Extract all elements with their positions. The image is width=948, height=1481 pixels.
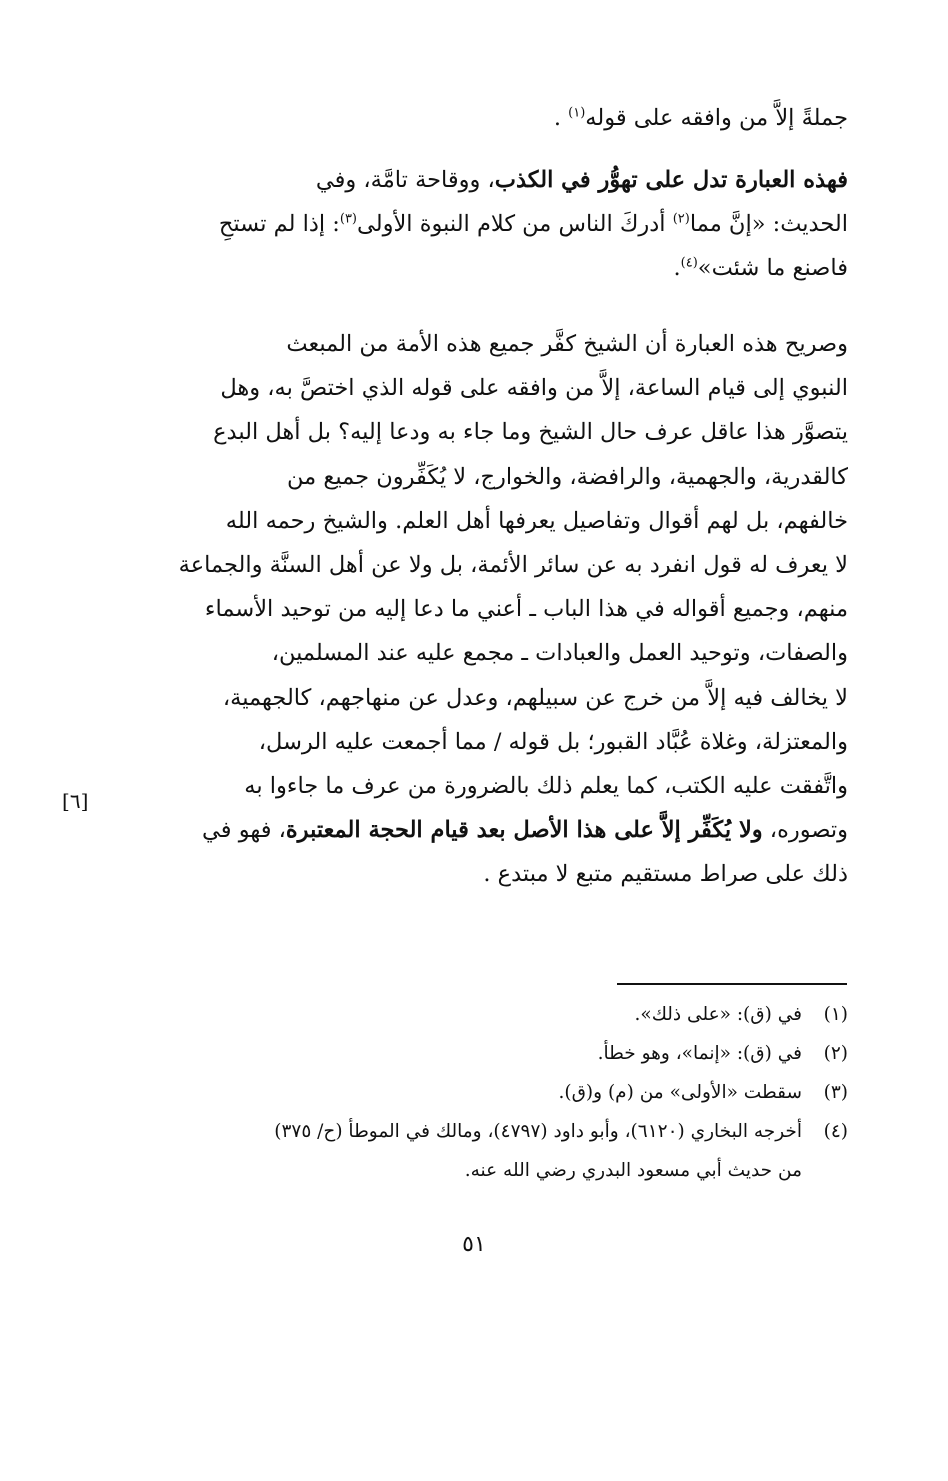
footnote-number: (٣): [823, 1082, 848, 1103]
text-segment: أدركَ الناس من كلام النبوة الأولى: [357, 211, 673, 238]
text-line: وصريح هذه العبارة أن الشيخ كفَّر جميع هذه الأمة من المبعث: [286, 331, 848, 357]
text-line: منهم، وجميع أقواله في هذا الباب ـ أعني ما دعا إليه من توحيد الأسماء: [204, 596, 848, 623]
text-segment: ، فهو في: [202, 817, 286, 844]
text-segment: جملةً إلاَّ من وافقه على قوله: [585, 105, 848, 131]
text-line: [118, 808, 848, 852]
footnote-number: (٢): [823, 1043, 848, 1064]
text-segment: الحديث: «إنَّ مما: [689, 211, 848, 238]
footnote-item: [118, 1112, 848, 1190]
footnote-divider: [617, 983, 847, 985]
footnote-text: [118, 1034, 802, 1073]
text-line: [118, 246, 848, 290]
text-line: واتَّفقت عليه الكتب، كما يعلم ذلك بالضرورة من عرف ما جاءوا به: [244, 773, 848, 800]
text-line: [118, 158, 848, 202]
text-line: والصفات، وتوحيد العمل والعبادات ـ مجمع عليه عند المسلمين،: [271, 640, 848, 667]
footnote-text: [118, 1112, 802, 1190]
text-line: [118, 202, 848, 246]
footnote-line: سقطت «الأولى» من (م) و(ق).: [558, 1082, 802, 1103]
footnotes: [118, 995, 848, 1190]
footnote-text: [118, 1073, 802, 1112]
footnote-number: (١): [823, 1004, 848, 1025]
paragraph-2: [118, 158, 848, 291]
text-line: خالفهم، بل لهم أقوال وتفاصيل يعرفها أهل العلم. والشيخ رحمه الله: [225, 507, 848, 534]
text-line: كالقدرية، والجهمية، والرافضة، والخوارج، لا يُكَفِّرون جميع من: [287, 463, 848, 490]
footnote-item: [118, 1034, 848, 1073]
footnote-number: (٤): [823, 1121, 848, 1142]
footnote-item: [118, 995, 848, 1034]
text-segment: وتصوره،: [762, 817, 848, 844]
footnote-text: [118, 995, 802, 1034]
manuscript-page-marker: [٦]: [62, 789, 89, 813]
footnote-ref-4: (٤): [680, 255, 698, 271]
text-segment: .: [673, 255, 681, 282]
text-line: لا يعرف له قول انفرد به عن سائر الأئمة، بل ولا عن أهل السنَّة والجماعة: [178, 552, 848, 579]
text-segment: فاصنع ما شئت»: [697, 255, 848, 282]
footnote-ref-1: (١): [568, 105, 586, 121]
bold-text-segment: ولا يُكَفِّر إلاَّ على هذا الأصل بعد قيام الحجة المعتبرة: [285, 817, 763, 844]
text-line: والمعتزلة، وغلاة عُبَّاد القبور؛ بل قوله / مما أجمعت عليه الرسل،: [258, 728, 848, 755]
footnote-ref-2: (٢): [672, 211, 690, 227]
footnote-line: أخرجه البخاري (٦١٢٠)، وأبو داود (٤٧٩٧)، ومالك في الموطأ (ح/ ٣٧٥): [274, 1121, 802, 1142]
text-line: النبوي إلى قيام الساعة، إلاَّ من وافقه على قوله الذي اختصَّ به، وهل: [220, 375, 848, 402]
text-segment: : إذا لم تستحِ: [218, 211, 340, 238]
paragraph-1: [118, 96, 848, 140]
text-segment: .: [553, 105, 569, 131]
text-line: يتصوَّر هذا عاقل عرف حال الشيخ وما جاء به ودعا إليه؟ بل أهل البدع: [213, 419, 848, 446]
footnote-line: في (ق): «إنما»، وهو خطأ.: [597, 1043, 802, 1064]
footnote-item: [118, 1073, 848, 1112]
page-number: ٥١: [462, 1232, 486, 1257]
footnote-line: في (ق): «على ذلك».: [634, 1004, 802, 1025]
bold-text-segment: فهذه العبارة تدل على تهوُّر في الكذب: [494, 167, 848, 193]
footnote-line: من حديث أبي مسعود البدري رضي الله عنه.: [464, 1160, 802, 1181]
text-line: [118, 96, 848, 140]
text-line: ذلك على صراط مستقيم متبع لا مبتدع .: [483, 861, 848, 888]
text-segment: ، ووقاحة تامَّة، وفي: [315, 167, 495, 193]
footnote-ref-3: (٣): [339, 211, 357, 227]
text-line: لا يخالف فيه إلاَّ من خرج عن سبيلهم، وعدل عن منهاجهم، كالجهمية،: [222, 684, 848, 711]
paragraph-3: [118, 322, 848, 897]
